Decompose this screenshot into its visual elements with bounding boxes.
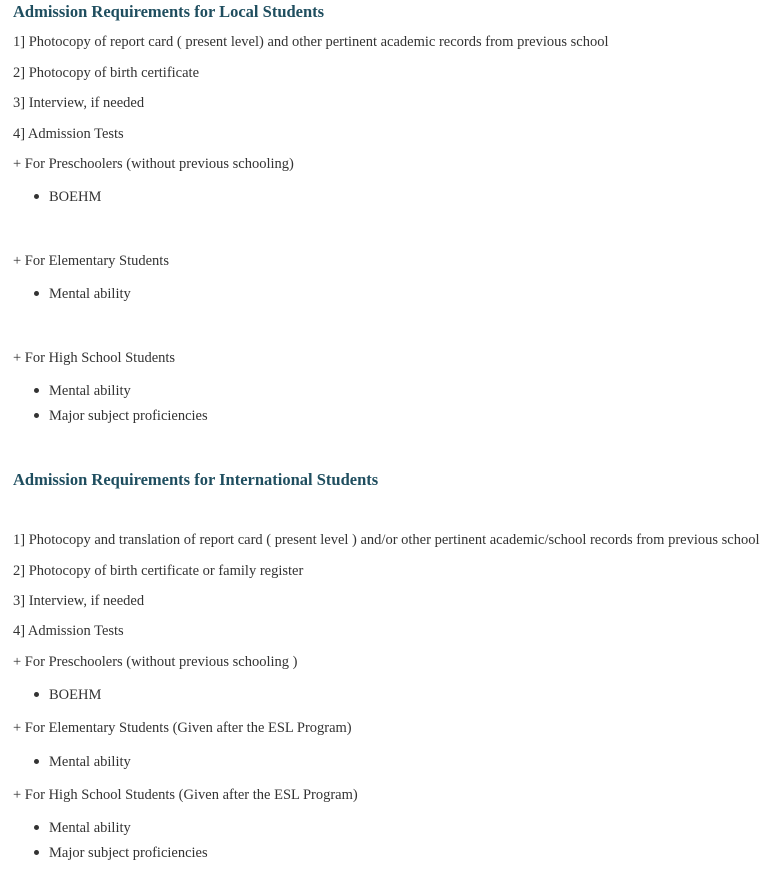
bullet-icon [34, 850, 39, 855]
local-highschool-test-text-1: Mental ability [49, 383, 131, 399]
local-requirement-1: 1] Photocopy of report card ( present level) and other pertinent academic records from previous school [13, 34, 609, 50]
intl-preschool-label: + For Preschoolers (without previous schooling ) [13, 654, 298, 670]
local-requirement-4: 4] Admission Tests [13, 126, 124, 142]
intl-highschool-test-text-1: Mental ability [49, 820, 131, 836]
local-preschool-label: + For Preschoolers (without previous schooling) [13, 156, 294, 172]
intl-elementary-label: + For Elementary Students (Given after the ESL Program) [13, 720, 352, 736]
intl-highschool-test-item-1 [34, 819, 131, 837]
intl-elementary-test-item [34, 753, 131, 771]
local-highschool-test-item-2 [34, 407, 208, 425]
bullet-icon [34, 291, 39, 296]
bullet-icon [34, 413, 39, 418]
intl-preschool-test-item [34, 686, 101, 704]
local-elementary-label: + For Elementary Students [13, 253, 169, 269]
intl-requirement-2: 2] Photocopy of birth certificate or family register [13, 563, 304, 579]
local-requirement-2: 2] Photocopy of birth certificate [13, 65, 200, 81]
local-students-heading: Admission Requirements for Local Students [13, 2, 325, 21]
local-highschool-test-item-1 [34, 382, 131, 400]
intl-requirement-3: 3] Interview, if needed [13, 593, 145, 609]
intl-preschool-test-text: BOEHM [49, 687, 102, 703]
intl-highschool-test-text-2: Major subject proficiencies [49, 845, 208, 861]
local-elementary-test-item [34, 285, 131, 303]
bullet-icon [34, 692, 39, 697]
bullet-icon [34, 825, 39, 830]
intl-elementary-test-text: Mental ability [49, 754, 131, 770]
local-preschool-test-item [34, 188, 101, 206]
bullet-icon [34, 388, 39, 393]
intl-highschool-label: + For High School Students (Given after the ESL Program) [13, 787, 358, 803]
local-requirement-3: 3] Interview, if needed [13, 95, 145, 111]
local-elementary-test-text: Mental ability [49, 286, 131, 302]
intl-requirement-1: 1] Photocopy and translation of report card ( present level ) and/or other pertinent academic/school records from previous school [13, 532, 760, 548]
international-students-heading: Admission Requirements for International Students [13, 470, 379, 489]
local-highschool-test-text-2: Major subject proficiencies [49, 408, 208, 424]
intl-requirement-4: 4] Admission Tests [13, 623, 124, 639]
intl-highschool-test-item-2 [34, 844, 208, 862]
bullet-icon [34, 759, 39, 764]
local-highschool-label: + For High School Students [13, 350, 176, 366]
local-preschool-test-text: BOEHM [49, 189, 102, 205]
bullet-icon [34, 194, 39, 199]
